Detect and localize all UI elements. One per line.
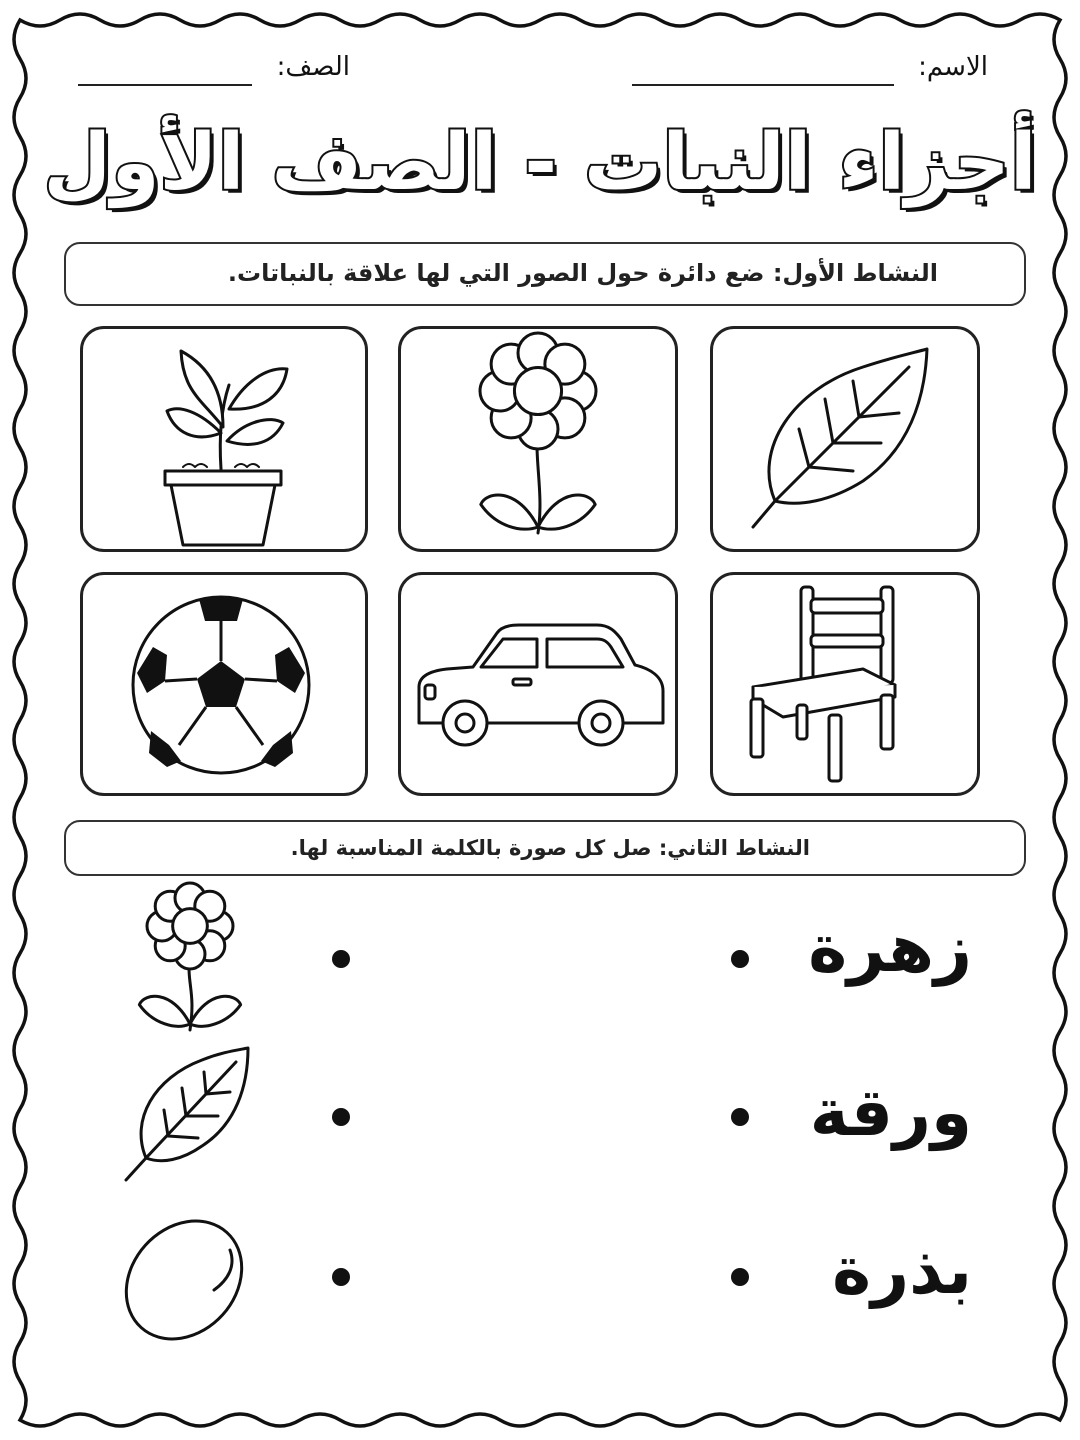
activity1-instruction: النشاط الأول: ضع دائرة حول الصور التي لها علاقة بالنباتات. xyxy=(227,259,938,287)
car-icon xyxy=(401,575,675,793)
class-label: الصف: xyxy=(276,52,350,82)
class-field[interactable] xyxy=(78,84,252,86)
chair-icon xyxy=(713,575,977,793)
match-dot-word-leaf[interactable] xyxy=(731,1108,749,1126)
flower-icon xyxy=(122,880,262,1040)
match-dot-image-leaf[interactable] xyxy=(332,1108,350,1126)
leaf-icon xyxy=(118,1040,258,1190)
card-car[interactable] xyxy=(398,572,678,796)
page-title: أجزاء النبات - الصف الأول xyxy=(43,118,1037,208)
match-dot-word-flower[interactable] xyxy=(731,950,749,968)
name-field[interactable] xyxy=(632,84,894,86)
card-potted-plant[interactable] xyxy=(80,326,368,552)
activity2-instruction: النشاط الثاني: صل كل صورة بالكلمة المناسبة لها. xyxy=(290,836,810,860)
match-dot-word-seed[interactable] xyxy=(731,1268,749,1286)
word-flower: زهرة xyxy=(808,910,972,987)
word-leaf: ورقة xyxy=(809,1074,972,1151)
card-leaf[interactable] xyxy=(710,326,980,552)
soccer-ball-icon xyxy=(83,575,365,793)
match-dot-image-flower[interactable] xyxy=(332,950,350,968)
card-soccer-ball[interactable] xyxy=(80,572,368,796)
card-flower[interactable] xyxy=(398,326,678,552)
potted-plant-icon xyxy=(83,329,365,549)
activity1-instruction-banner xyxy=(64,242,1026,306)
flower-icon xyxy=(401,329,675,549)
word-seed: بذرة xyxy=(832,1232,972,1309)
match-dot-image-seed[interactable] xyxy=(332,1268,350,1286)
card-chair[interactable] xyxy=(710,572,980,796)
activity2-instruction-banner xyxy=(64,820,1026,876)
name-label: الاسم: xyxy=(918,52,988,82)
leaf-icon xyxy=(713,329,977,549)
seed-icon xyxy=(118,1210,258,1350)
